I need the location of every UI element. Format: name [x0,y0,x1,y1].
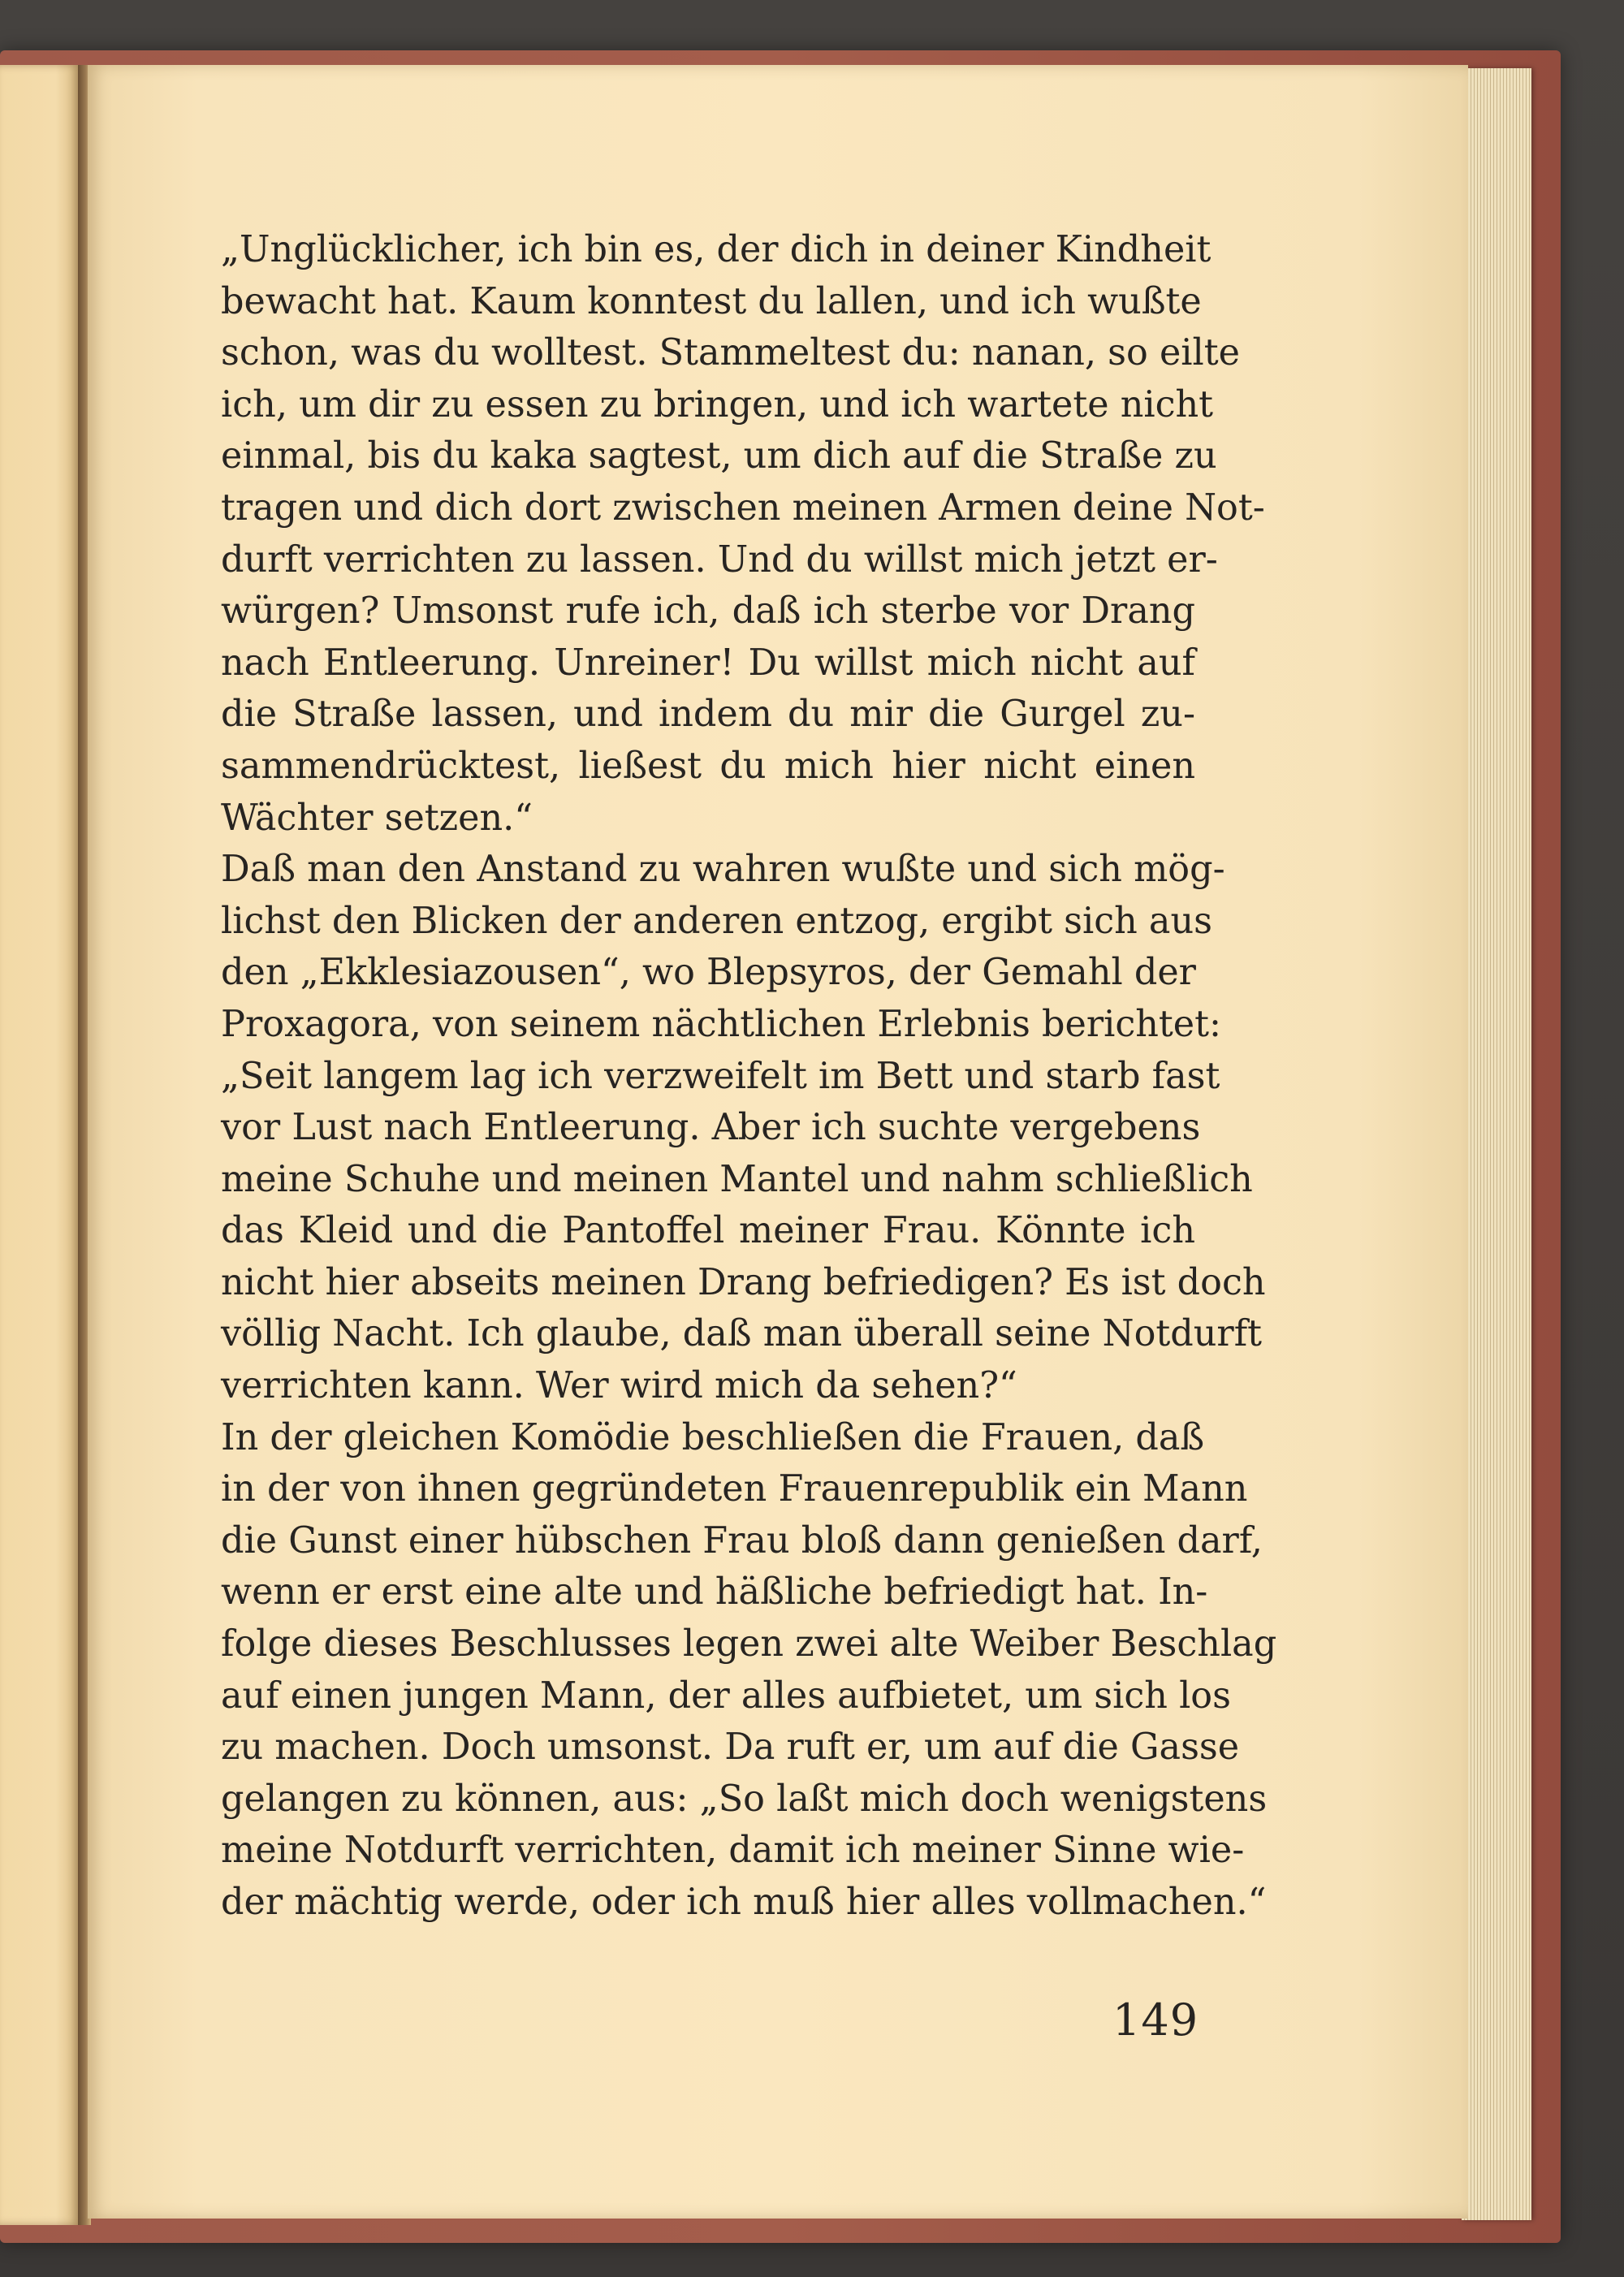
text-line: nach Entleerung. Unreiner! Du willst mich nicht auf [221,642,1195,684]
text-line: vor Lust nach Entleerung. Aber ich suchte vergebens [221,1107,1201,1149]
text-line: lichst den Blicken der anderen entzog, ergibt sich aus [221,900,1212,942]
text-line: nicht hier abseits meinen Drang befriedigen? Es ist doch [221,1261,1266,1303]
text-line: einmal, bis du kaka sagtest, um dich auf die Straße zu [221,435,1217,477]
text-line: sammendrücktest, ließest du mich hier nicht einen [221,745,1195,787]
text-line: die Gunst einer hübschen Frau bloß dann genießen darf, [221,1519,1263,1562]
text-line: würgen? Umsonst rufe ich, daß ich sterbe vor Drang [221,590,1195,633]
left-page-edge [0,65,80,2225]
text-line: gelangen zu können, aus: „So laßt mich doch wenigstens [221,1778,1268,1820]
page-text [221,224,1277,1929]
text-line: folge dieses Beschlusses legen zwei alte Weiber Beschlag [221,1623,1277,1666]
text-line: zu machen. Doch umsonst. Da ruft er, um auf die Gasse [221,1726,1240,1769]
text-line: das Kleid und die Pantoffel meiner Frau. Könnte ich [221,1210,1195,1252]
text-line: verrichten kann. Wer wird mich da sehen?“ [221,1365,1017,1407]
text-line: ich, um dir zu essen zu bringen, und ich wartete nicht [221,383,1214,426]
text-line: Proxagora, von seinem nächtlichen Erlebnis berichtet: [221,1003,1222,1045]
text-line: in der von ihnen gegründeten Frauenrepublik ein Mann [221,1468,1248,1510]
text-line: der mächtig werde, oder ich muß hier alles vollmachen.“ [221,1882,1267,1923]
text-line: Wächter setzen.“ [221,797,533,839]
text-line: die Straße lassen, und indem du mir die Gurgel zu- [221,693,1195,736]
text-line: „Seit langem lag ich verzweifelt im Bett und starb fast [221,1055,1220,1097]
text-line: völlig Nacht. Ich glaube, daß man überall seine Notdurft [221,1313,1263,1355]
text-line: wenn er erst eine alte und häßliche befriedigt hat. In- [221,1571,1208,1614]
text-line: tragen und dich dort zwischen meinen Armen deine Not- [221,486,1265,529]
text-line: In der gleichen Komödie beschließen die Frauen, daß [221,1416,1205,1458]
text-line: durft verrichten zu lassen. Und du willst mich jetzt er- [221,538,1218,581]
text-line: schon, was du wolltest. Stammeltest du: nanan, so eilte [221,332,1240,374]
text-line: „Unglücklicher, ich bin es, der dich in deiner Kindheit [221,229,1212,270]
page-stack-edge [1462,68,1531,2220]
text-line: auf einen jungen Mann, der alles aufbietet, um sich los [221,1674,1231,1717]
text-line: Daß man den Anstand zu wahren wußte und sich mög- [221,849,1225,891]
text-line: den „Ekklesiazousen“, wo Blepsyros, der Gemahl der [221,952,1196,994]
page-number: 149 [1112,1994,1199,2046]
text-line: bewacht hat. Kaum konntest du lallen, und ich wußte [221,280,1202,322]
text-line: meine Notdurft verrichten, damit ich meiner Sinne wie- [221,1830,1245,1872]
text-line: meine Schuhe und meinen Mantel und nahm schließlich [221,1158,1253,1200]
